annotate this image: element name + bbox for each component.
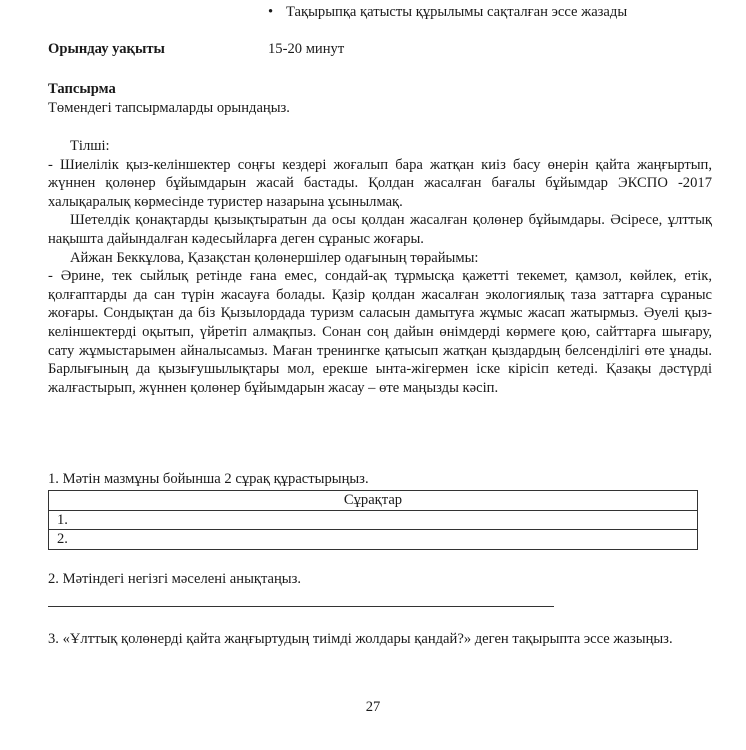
time-value: 15-20 минут: [268, 41, 345, 57]
criteria-text: Тақырыпқа қатысты құрылымы сақталған эссе жазады: [286, 4, 628, 20]
paragraph-1: - Шиелілік қыз-келіншектер соңғы кездері жоғалып бара жатқан киіз басу өнерін қайта жаңғыртып, жүннен қолөнер бұйымдарын жасай бастады. Қолдан жасалған бағалы бұйымдар ЭКСПО -2017 халықаралық көрмесінде туристер назарына ұсынылмақ.: [48, 156, 712, 210]
question-2: 2. Мәтіндегі негізгі мәселені анықтаңыз.: [48, 571, 302, 587]
table-header: Сұрақтар: [49, 491, 698, 511]
answer-line[interactable]: [48, 606, 554, 607]
bullet-marker: •: [268, 4, 274, 20]
reading-text: [48, 137, 712, 397]
task-heading: Тапсырма: [48, 81, 116, 97]
task-instruction: Төмендегі тапсырмаларды орындаңыз.: [48, 100, 290, 116]
time-label: Орындау уақыты: [48, 41, 165, 57]
answer-cell-2[interactable]: 2.: [49, 530, 698, 550]
paragraph-2: Шетелдік қонақтарды қызықтыратын да осы қолдан жасалған қолөнер бұйымдары. Әсіресе, ұлттық нақышта дайындалған кәдесыйларға деген сұраныс жоғары.: [48, 212, 712, 247]
table-row: [49, 530, 698, 550]
page-number: 27: [365, 699, 381, 715]
paragraph-3: - Әрине, тек сыйлық ретінде ғана емес, сондай-ақ тұрмысқа қажетті текемет, қамзол, көйлек, етік, қолғаптарды да сан түрін жасауға болады. Қазір қолдан жасалған экологиялық таза заттарға сұраныс жоғары. Сондықтан да біз Қызылордада туризм саласын дамытуға жұмыс жасап жатырмыз. Әуелі қыз-келіншектерді оқытып, үйретіп алмақпыз. Сонан соң дайын өнімдерді көрмеге қою, сайттарға шығару, сату жұмыстарымен айналысамыз. Маған тренингке қатысып жатқан қыздардың белсенділігі өте ұнады. Барлығының да қызығушылықтары мол, ерекше ынта-жігермен іске кірісіп кетеді. Қазақы дәстүрді жалғастырып, жүннен қолөнер бұйымдарын жасау – өте маңызды кәсіп.: [48, 268, 712, 396]
table-row: [49, 510, 698, 530]
speaker-chair: Айжан Беккұлова, Қазақстан қолөнершілер одағының төрайымы:: [70, 249, 479, 266]
questions-table: [48, 490, 698, 550]
question-1: 1. Мәтін мазмұны бойынша 2 сұрақ құрастырыңыз.: [48, 471, 369, 487]
criteria-bullet: [268, 3, 627, 22]
answer-cell-1[interactable]: 1.: [49, 510, 698, 530]
question-3: 3. «Ұлттық қолөнерді қайта жаңғыртудың тиімді жолдары қандай?» деген тақырыпта эссе жазыңыз.: [48, 631, 673, 647]
speaker-reporter: Тілші:: [70, 138, 110, 154]
